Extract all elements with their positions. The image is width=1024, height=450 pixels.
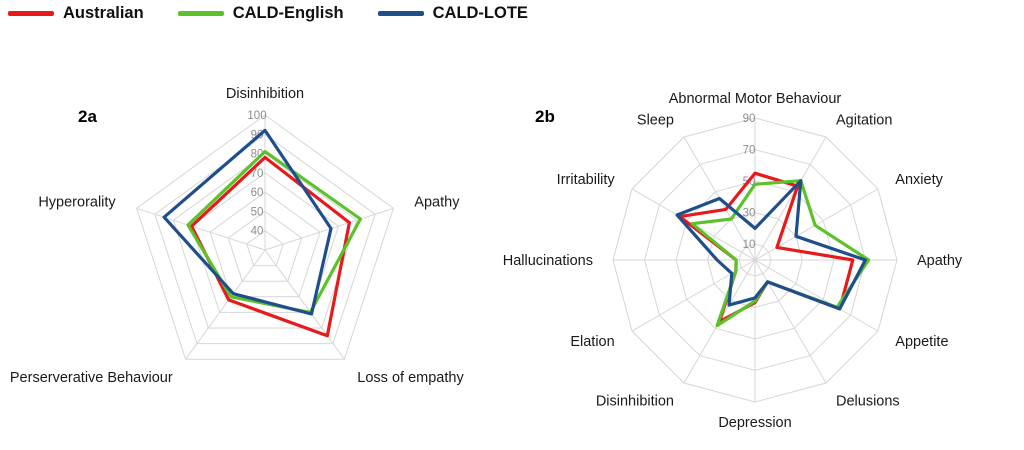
axis-label: Elation [570,334,615,350]
tick-label: 90 [250,129,264,142]
axis-label: Irritability [556,172,615,188]
axis-label: Apathy [414,194,460,211]
axis-label: Hyperorality [38,194,116,211]
legend-item-australian [8,4,144,23]
legend-swatch-australian [8,11,54,16]
radar-svg-2b [500,60,1024,450]
panel-tag-2a: 2a [78,107,97,126]
tick-label: 100 [247,110,267,122]
axis-label: Appetite [895,334,949,350]
tick-label: 50 [742,176,756,189]
axis-label: Abnormal Motor Behaviour [668,91,842,107]
axis-label: Sleep [636,112,674,129]
tick-label: 30 [742,207,756,220]
legend-label-cald-english: CALD-English [232,4,344,22]
axis-label: Apathy [917,253,963,269]
tick-label: 50 [250,206,264,219]
legend [8,4,528,23]
axis-label: Hallucinations [502,253,593,269]
axis-label: Anxiety [895,172,943,188]
tick-label: 70 [742,144,756,157]
legend-label-australian: Australian [63,4,144,22]
tick-label: 40 [250,225,264,238]
axis-label: Depression [718,415,792,431]
panel-tag-2b: 2b [535,107,555,126]
legend-label-cald-lote: CALD-LOTE [432,4,528,22]
legend-swatch-cald-lote [378,11,424,16]
tick-label: 60 [250,187,264,200]
axis-label: Perserverative Behaviour [9,370,173,386]
radar-chart-2a [0,60,520,450]
axis-label: Disinhibition [595,393,674,410]
series-cald-lote [677,181,865,309]
axis-label: Loss of empathy [357,370,464,386]
axis-label: Delusions [836,393,900,410]
axis-label: Agitation [836,112,893,129]
tick-label: 80 [250,148,264,161]
legend-swatch-cald-english [178,11,224,16]
tick-label: 70 [250,167,264,180]
legend-item-cald-lote [378,4,528,23]
axis-label: Disinhibition [225,86,305,102]
radar-chart-2b [500,60,1024,450]
legend-item-cald-english [178,4,344,23]
tick-label: 90 [742,113,756,125]
tick-label: 10 [742,239,756,252]
